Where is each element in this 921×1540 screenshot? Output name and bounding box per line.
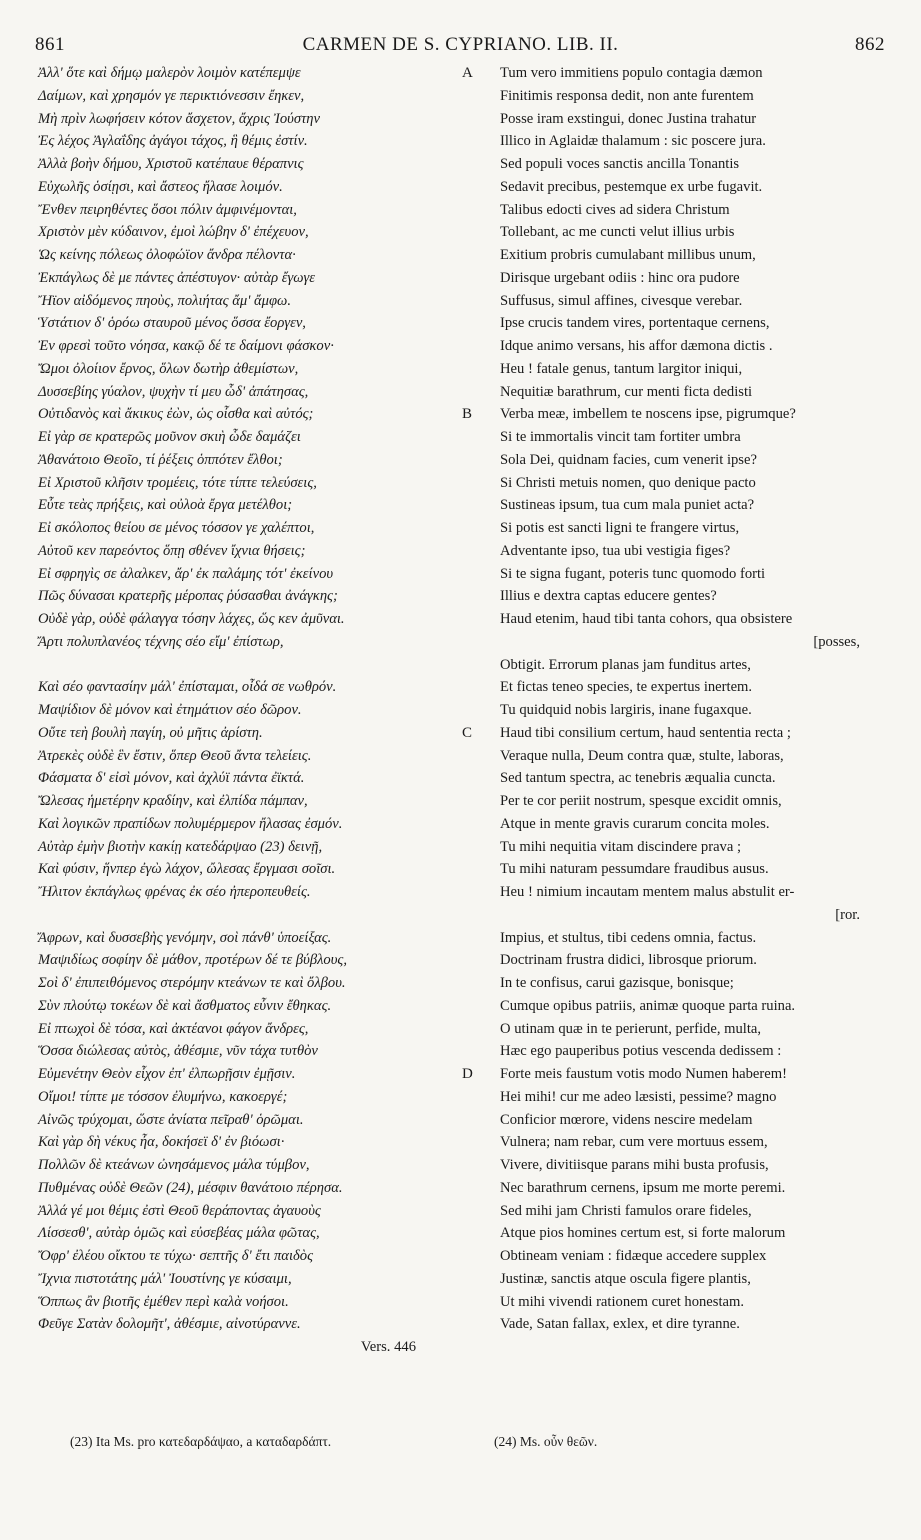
- latin-verse-line: [476, 176, 886, 199]
- latin-verse-text: Dirisque urgebant odiis : hinc ora pudore: [500, 269, 740, 286]
- latin-verse-line: [476, 904, 886, 927]
- latin-verse-line: [476, 1313, 886, 1336]
- latin-verse-line: [476, 130, 886, 153]
- greek-verse-line: Μαψίδιον δὲ μόνον καὶ ἐτημάτιον σέο δῶρον.: [38, 702, 302, 718]
- page-number-left: 861: [35, 34, 65, 55]
- greek-verse-line: Ὤμοι ὀλοίιον ἔρνος, ὅλων δωτὴρ ἀθεμίστων,: [38, 360, 299, 377]
- greek-verse-line: Ὅππως ἂν βιοτῆς ἐμέθεν περὶ καλὰ νοήσοι.: [38, 1293, 289, 1310]
- greek-verse-line: Αἰνῶς τρύχομαι, ὥστε ἀνίατα πεῖραθ' ὁρῶμαι.: [38, 1111, 304, 1128]
- latin-verse-line: [476, 631, 886, 654]
- latin-verse-line: [476, 1018, 886, 1041]
- greek-verse-line: Μὴ πρὶν λωφήσειν κότον ἄσχετον, ἄχρις Ἰούστην: [38, 110, 321, 127]
- latin-verse-line: [476, 1245, 886, 1268]
- greek-verse-line: Ἤλιτον ἐκπάγλως φρένας ἐκ σέο ἠπεροπευθείς.: [38, 884, 311, 900]
- latin-verse-text: Impius, et stultus, tibi cedens omnia, factus.: [500, 929, 757, 946]
- latin-verse-text: Vade, Satan fallax, exlex, et dire tyranne.: [500, 1316, 740, 1333]
- latin-verse-text: Si te immortalis vincit tam fortiter umbra: [500, 429, 741, 445]
- latin-verse-text: Illius e dextra captas educere gentes?: [500, 588, 717, 605]
- greek-verse-line: Ἀλλὰ βοὴν δήμου, Χριστοῦ κατέπαυε θέραπνις: [38, 156, 304, 172]
- greek-verse-line: [38, 904, 470, 927]
- latin-verse-line: [476, 199, 886, 222]
- greek-verse-line: Δυσσεβίης γύαλον, ψυχὴν τί μευ ὧδ' ἀπάτησας,: [38, 383, 309, 400]
- latin-verse-text: Cumque opibus patriis, animæ quoque parta ruina.: [500, 997, 796, 1014]
- latin-verse-text: Suffusus, simul affines, civesque verebar.: [500, 292, 743, 309]
- latin-verse-line: [476, 654, 886, 677]
- latin-verse-line: [476, 1040, 886, 1063]
- latin-verse-text: Illico in Aglaidæ thalamum : sic poscere jura.: [500, 133, 766, 150]
- latin-verse-line: [476, 494, 886, 517]
- latin-verse-line: [476, 563, 886, 586]
- latin-verse-text: Sustineas ipsum, tua cum mala puniet acta?: [500, 497, 755, 514]
- latin-verse-text: Tu quidquid nobis largiris, inane fugaxque.: [500, 702, 752, 718]
- latin-verse-text: Veraque nulla, Deum contra quæ, stulte, laboras,: [500, 747, 784, 764]
- latin-verse-text: Tum vero immitiens populo contagia dæmon: [500, 65, 763, 81]
- latin-verse-line: [476, 290, 886, 313]
- latin-verse-line: [476, 1200, 886, 1223]
- latin-verse-line: [462, 403, 886, 426]
- latin-verse-line: [476, 312, 886, 335]
- section-marker: C: [462, 724, 473, 741]
- greek-verse-line: Σοὶ δ' ἐπιπειθόμενος στερόμην κτεάνων τε καὶ ὄλβου.: [38, 975, 346, 991]
- latin-verse-text: Tu mihi nequitia vitam discindere prava ;: [500, 838, 742, 855]
- greek-verse-line: Δαίμων, καὶ χρησμόν γε περικτιόνεσσιν ἔηκεν,: [38, 87, 305, 104]
- greek-verse-line: Φάσματα δ' εἰσὶ μόνον, καὶ ἀχλύϊ πάντα ἐϊκτά.: [38, 770, 305, 787]
- latin-verse-text: Et fictas teneo species, te expertus inertem.: [500, 679, 753, 696]
- latin-verse-text: Doctrinam frustra didici, librosque priorum.: [500, 952, 757, 969]
- latin-verse-text: Adventante ipso, tua ubi vestigia figes?: [500, 542, 731, 559]
- greek-verse-line: Ὤλεσας ἡμετέρην κραδίην, καὶ ἐλπίδα πάμπαν,: [38, 793, 308, 809]
- latin-verse-text: Finitimis responsa dedit, non ante furentem: [500, 87, 754, 104]
- latin-verse-line: [476, 1291, 886, 1314]
- latin-verse-text: Vivere, divitiisque parans mihi busta profusis,: [500, 1157, 769, 1173]
- latin-verse-text: Exitium probris cumulabant millibus unum,: [500, 247, 756, 263]
- latin-verse-text: Haud tibi consilium certum, haud sententia recta ;: [500, 724, 791, 741]
- greek-verse-line: Ἐς λέχος Ἀγλαΐδης ἀγάγοι τάχος, ἣ θέμις ἐστίν.: [38, 133, 308, 150]
- latin-verse-line: [476, 1154, 886, 1177]
- latin-verse-text: Sed tantum spectra, ac tenebris æqualia cuncta.: [500, 770, 776, 787]
- latin-verse-text: In te confisus, carui gazisque, bonisque;: [500, 975, 734, 991]
- latin-verse-text: Sedavit precibus, pestemque ex urbe fugavit.: [500, 178, 763, 195]
- footnote-24: (24) Ms. οὖν θεῶν.: [494, 1434, 598, 1449]
- greek-verse-line: Οἴμοι! τίπτε με τόσσον ἐλυμήνω, κακοεργέ;: [38, 1088, 288, 1105]
- greek-verse-line: Ὅσσα διώλεσας αὐτὸς, ἀθέσμιε, νῦν τάχα τυτθὸν: [38, 1043, 318, 1060]
- latin-verse-line: [476, 540, 886, 563]
- latin-verse-text: Sola Dei, quidnam facies, cum venerit ipse?: [500, 451, 757, 468]
- greek-verse-line: Ὄφρ' ἐλέου οἴκτου τε τύχω· σεπτῆς δ' ἔτι παιδὸς: [38, 1248, 314, 1264]
- greek-verse-line: Ἄφρων, καὶ δυσσεβὴς γενόμην, σοὶ πάνθ' ὑποείξας.: [38, 929, 332, 946]
- greek-verse-line: Πολλῶν δὲ κτεάνων ὠνησάμενος μάλα τύμβον,: [38, 1157, 310, 1173]
- latin-verse-line: [462, 722, 886, 745]
- latin-verse-text: Sed mihi jam Christi famulos orare fideles,: [500, 1202, 752, 1219]
- latin-verse-text: Si Christi metuis nomen, quo denique pacto: [500, 474, 756, 491]
- latin-verse-text: [posses,: [813, 633, 860, 650]
- greek-verse-line: Λίσσεσθ', αὐτὰρ ὁμῶς καὶ εὐσεβέας μάλα φῶτας,: [38, 1225, 320, 1242]
- greek-text-column: [38, 62, 470, 1359]
- latin-verse-line: [476, 153, 886, 176]
- greek-verse-line: Καὶ γὰρ δὴ νέκυς ἦα, δοκήσεϊ δ' ἐν βιόωσι·: [38, 1134, 285, 1151]
- latin-verse-line: [476, 949, 886, 972]
- greek-verse-line: Εἰ σφρηγὶς σε ἀλαλκεν, ἄρ' ἐκ παλάμης τότ' ἐκείνου: [38, 565, 334, 582]
- greek-verse-line: Ὡς κείνης πόλεως ὀλοφώϊον ἄνδρα πέλοντα·: [38, 247, 296, 263]
- latin-verse-line: [476, 85, 886, 108]
- latin-verse-line: [476, 381, 886, 404]
- latin-verse-line: [476, 1222, 886, 1245]
- latin-verse-line: [476, 995, 886, 1018]
- latin-verse-line: [476, 221, 886, 244]
- latin-verse-text: Atque pios homines certum est, si forte malorum: [500, 1225, 786, 1242]
- greek-verse-line: Καὶ φύσιν, ἥνπερ ἐγὼ λάχον, ὤλεσας ἔργμασι σοῖσι.: [38, 861, 336, 878]
- latin-verse-line: [476, 1109, 886, 1132]
- greek-verse-line: Καὶ σέο φαντασίην μάλ' ἐπίσταμαι, οἶδά σε νωθρόν.: [38, 679, 337, 696]
- latin-verse-line: [476, 767, 886, 790]
- section-marker: A: [462, 65, 473, 81]
- latin-verse-text: Sed populi voces sanctis ancilla Tonantis: [500, 156, 740, 172]
- latin-verse-line: [476, 972, 886, 995]
- greek-verse-line: Καὶ λογικῶν πραπίδων πολυμέρμερον ἤλασας ἐσμόν.: [38, 815, 343, 832]
- latin-verse-line: [476, 1268, 886, 1291]
- latin-verse-line: [476, 927, 886, 950]
- latin-verse-text: Heu ! nimium incautam mentem malus abstulit er-: [500, 884, 795, 900]
- latin-verse-text: Idque animo versans, his affor dæmona dictis .: [500, 338, 773, 354]
- greek-verse-line: Μαψιδίως σοφίην δὲ μάθον, προτέρων δέ τε βύβλους,: [38, 952, 347, 969]
- greek-verse-line: Οὐδὲ γὰρ, οὐδὲ φάλαγγα τόσην λάχες, ὥς κεν ἀμῦναι.: [38, 611, 345, 627]
- greek-verse-line: Ἤϊον αἰδόμενος πηοὺς, πολιήτας ἄμ' ἄμφω.: [38, 292, 292, 309]
- greek-verse-line: Αὐτὰρ ἐμὴν βιοτὴν κακίῃ κατεδάρψαο (23) δεινῇ,: [38, 838, 323, 855]
- latin-verse-text: Tollebant, ac me cuncti velut illius urbis: [500, 224, 735, 241]
- page-header: [0, 34, 921, 60]
- greek-verse-line: Εὐμενέτην Θεὸν εἶχον ἐπ' ἐλπωρῇσιν ἐμῇσιν.: [38, 1066, 296, 1082]
- latin-verse-text: Posse iram exstingui, donec Justina trahatur: [500, 110, 757, 127]
- latin-verse-line: [476, 1086, 886, 1109]
- latin-text-column: [462, 62, 886, 1336]
- latin-verse-line: [476, 790, 886, 813]
- latin-verse-line: [476, 517, 886, 540]
- greek-verse-line: Οὐτιδανὸς καὶ ἄκικυς ἐὼν, ὡς οἶσθα καὶ αὐτός;: [38, 406, 314, 423]
- latin-verse-text: Obtigit. Errorum planas jam funditus artes,: [500, 656, 751, 673]
- greek-verse-line: Ἀλλά γέ μοι θέμις ἐστὶ Θεοῦ θεράποντας ἀγαυοὺς: [38, 1202, 321, 1219]
- greek-verse-line: [38, 654, 470, 677]
- latin-verse-text: Justinæ, sanctis atque oscula figere plantis,: [500, 1270, 751, 1287]
- greek-verse-line: Ἐκπάγλως δὲ με πάντες ἀπέστυγον· αὐτὰρ ἔγωγε: [38, 269, 316, 286]
- latin-verse-text: Talibus edocti cives ad sidera Christum: [500, 201, 730, 218]
- latin-verse-line: [476, 745, 886, 768]
- latin-verse-text: Vulnera; nam rebar, cum vere mortuus essem,: [500, 1134, 768, 1151]
- latin-verse-text: Verba meæ, imbellem te noscens ipse, pigrumque?: [500, 406, 796, 423]
- section-marker: D: [462, 1066, 473, 1082]
- greek-verse-line: Αὐτοῦ κεν παρεόντος ὅπῃ σθένεν ἴχνια θήσεις;: [38, 542, 306, 559]
- verse-count: Vers. 446: [360, 1339, 416, 1355]
- latin-verse-line: [462, 62, 886, 85]
- latin-verse-text: Forte meis faustum votis modo Numen haberem!: [500, 1066, 787, 1082]
- latin-verse-text: O utinam quæ in te perierunt, perfide, multa,: [500, 1020, 761, 1037]
- greek-verse-line: Οὔτε τεὴ βουλὴ παγίη, οὐ μῆτις ἀρίστη.: [38, 724, 263, 741]
- latin-verse-text: Ut mihi vivendi rationem curet honestam.: [500, 1293, 744, 1310]
- latin-verse-text: Obtineam veniam : fidæque accedere supplex: [500, 1248, 767, 1264]
- latin-verse-line: [476, 699, 886, 722]
- latin-verse-text: Si te signa fugant, poteris tunc quomodo forti: [500, 565, 766, 582]
- latin-verse-line: [476, 358, 886, 381]
- greek-verse-line: Εἰ πτωχοὶ δὲ τόσα, καὶ ἀκτέανοι φάγον ἄνδρες,: [38, 1020, 309, 1037]
- latin-verse-line: [476, 813, 886, 836]
- greek-verse-line: Πῶς δύνασαι κρατερῆς μέροπας ῥύσασθαι ἀνάγκης;: [38, 588, 338, 605]
- latin-verse-text: Heu ! fatale genus, tantum largitor iniqui,: [500, 360, 743, 377]
- greek-verse-line: Εἰ γὰρ σε κρατερῶς μοῦνον σκιὴ ὧδε δαμάζει: [38, 429, 301, 445]
- latin-verse-line: [476, 836, 886, 859]
- latin-verse-text: Per te cor periit nostrum, spesque excidit omnis,: [500, 793, 782, 809]
- latin-verse-text: Si potis est sancti ligni te frangere virtus,: [500, 520, 740, 536]
- greek-verse-line: Ἐν φρεσὶ τοῦτο νόησα, κακῷ δέ τε δαίμονι φάσκον·: [38, 338, 334, 354]
- greek-verse-line: Ἴχνια πιστοτάτης μάλ' Ἰουστίνης γε κύσαιμι,: [38, 1270, 292, 1287]
- latin-verse-line: [476, 676, 886, 699]
- greek-verse-line: Εἰ Χριστοῦ κλῆσιν τρομέεις, τότε τίπτε τελεύσεις,: [38, 474, 317, 491]
- latin-verse-line: [462, 1063, 886, 1086]
- latin-verse-line: [476, 426, 886, 449]
- greek-verse-line: Σὺν πλούτῳ τοκέων δὲ καὶ ἄσθματος εὖνιν ἔθηκας.: [38, 997, 332, 1014]
- latin-verse-text: Nequitiæ barathrum, cur menti ficta dedisti: [500, 383, 753, 400]
- latin-verse-line: [476, 449, 886, 472]
- latin-verse-line: [476, 335, 886, 358]
- latin-verse-text: Hei mihi! cur me adeo læsisti, pessime? magno: [500, 1088, 777, 1105]
- latin-verse-line: [476, 267, 886, 290]
- latin-verse-line: [476, 858, 886, 881]
- latin-verse-text: Atque in mente gravis curarum concita moles.: [500, 815, 770, 832]
- latin-verse-text: Conficior mœrore, videns nescire medelam: [500, 1111, 753, 1128]
- greek-verse-line: Ἀθανάτοιο Θεοῖο, τί ῥέξεις ὁππότεν ἔλθοι;: [38, 451, 283, 468]
- greek-verse-line: Ἄρτι πολυπλανέος τέχνης σέο εἴμ' ἐπίστωρ,: [38, 633, 284, 650]
- running-title: CARMEN DE S. CYPRIANO. LIB. II.: [302, 34, 619, 55]
- greek-verse-line: Πυθμένας οὐδὲ Θεῶν (24), μέσφιν θανάτοιο πέρησα.: [38, 1179, 343, 1196]
- greek-verse-line: Ὑστάτιον δ' ὁρόω σταυροῦ μένος ὅσσα ἔοργεν,: [38, 315, 306, 332]
- latin-verse-text: Nec barathrum cernens, ipsum me morte peremi.: [500, 1179, 786, 1196]
- footnote-23: (23) Ita Ms. pro κατεδαρδάψαο, a καταδαρδάπτ.: [70, 1434, 332, 1449]
- section-marker: B: [462, 406, 473, 423]
- latin-verse-text: Ipse crucis tandem vires, portentaque cernens,: [500, 315, 770, 332]
- latin-verse-line: [476, 585, 886, 608]
- latin-verse-text: [ror.: [835, 906, 860, 923]
- latin-verse-line: [476, 472, 886, 495]
- greek-verse-line: Ἀλλ' ὅτε καὶ δήμῳ μαλερὸν λοιμὸν κατέπεμψε: [38, 65, 301, 81]
- latin-verse-text: Tu mihi naturam pessumdare fraudibus ausus.: [500, 861, 769, 878]
- latin-verse-text: Haud etenim, haud tibi tanta cohors, qua obsistere: [500, 611, 793, 627]
- latin-verse-text: Hæc ego pauperibus potius vescenda dedissem :: [500, 1043, 782, 1060]
- page-number-right: 862: [855, 34, 885, 55]
- greek-verse-line: Ἔνθεν πειρηθέντες ὅσοι πόλιν ἀμφινέμονται,: [38, 201, 297, 218]
- greek-verse-line: Εὖτε τεὰς πρήξεις, καὶ οὐλοὰ ἔργα μετέλθοι;: [38, 497, 293, 514]
- greek-verse-line: Ἀτρεκὲς οὐδὲ ἓν ἔστιν, ὅπερ Θεοῦ ἄντα τελείεις.: [38, 747, 312, 764]
- greek-verse-line: Εὐχωλῆς ὁσίῃσι, καὶ ἄστεος ἤλασε λοιμόν.: [38, 178, 283, 195]
- latin-verse-line: [476, 608, 886, 631]
- latin-verse-line: [476, 1131, 886, 1154]
- latin-verse-line: [476, 881, 886, 904]
- latin-verse-line: [476, 244, 886, 267]
- greek-verse-line: Φεῦγε Σατὰν δολομῆτ', ἀθέσμιε, αἰνοτύραννε.: [38, 1316, 301, 1333]
- latin-verse-line: [476, 108, 886, 131]
- greek-verse-line: Εἰ σκόλοπος θείου σε μένος τόσσον γε χαλέπτοι,: [38, 520, 315, 536]
- latin-verse-line: [476, 1177, 886, 1200]
- greek-verse-line: Χριστὸν μὲν κύδαινον, ἐμοὶ λώβην δ' ἐπέχευον,: [38, 224, 309, 241]
